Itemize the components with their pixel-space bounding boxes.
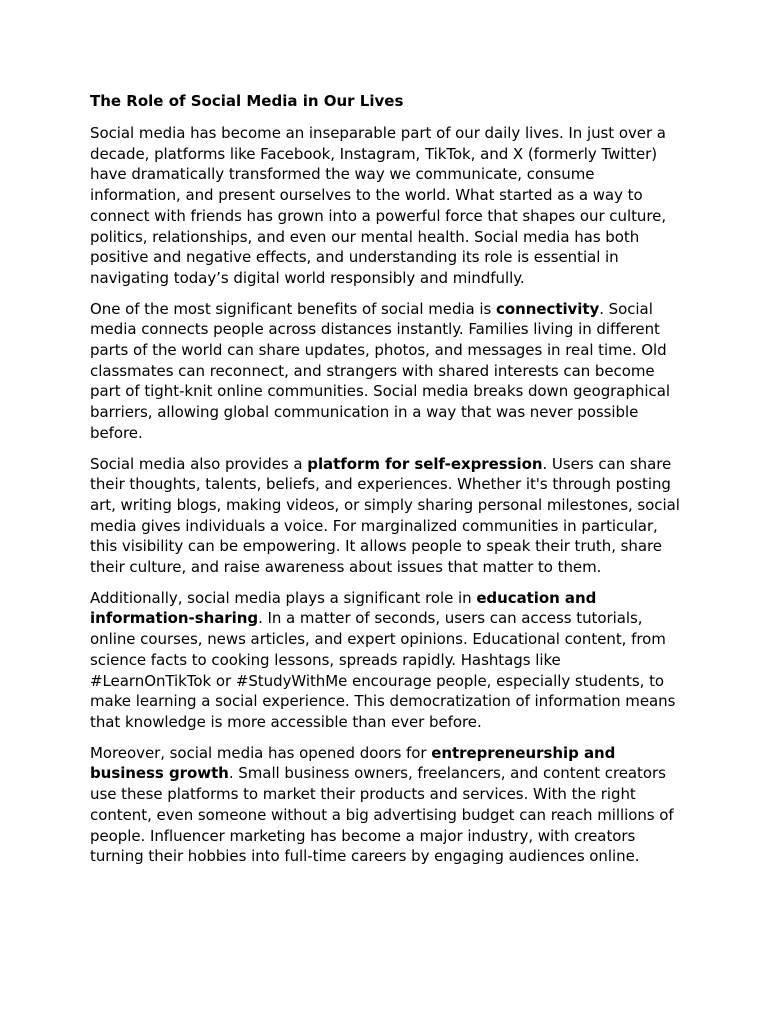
paragraph-text: Social media has become an inseparable part of our daily lives. In just over a decade, platforms like Facebook, Instagram, TikTok, and X (formerly Twitter) have dramatically transformed the way we communicate, consume information, and present ourselves to the world. What started as a way to connect with friends has grown into a powerful force that shapes our culture, politics, relationships, and even our mental health. Social media has both positive and negative effects, and understanding its role is essential in navigating today’s digital world responsibly and mindfully. xyxy=(90,124,667,287)
bold-term-connectivity: connectivity xyxy=(496,299,600,318)
paragraph-text: One of the most significant benefits of social media is xyxy=(90,299,496,318)
paragraph-text: . In a matter of seconds, users can access tutorials, online courses, news articles, and expert opinions. Educational content, from science facts to cooking lessons, spreads rapidly. Hashtags like #LearnOnTikTok or #StudyWithMe encourage people, especially students, to make learning a social experience. This democratization of information means that knowledge is more accessible than ever before. xyxy=(90,609,676,731)
paragraph-text: Moreover, social media has opened doors for xyxy=(90,743,432,762)
paragraph-text: . Small business owners, freelancers, and content creators use these platforms to market their products and services. With the right content, even someone without a big advertising budget can reach millions of people. Influencer marketing has become a major industry, with creators turning their hobbies into full-time careers by engaging audiences online. xyxy=(90,764,674,866)
paragraph-intro xyxy=(90,123,682,289)
paragraph-self-expression xyxy=(90,454,682,578)
bold-term-education: education and information-sharing xyxy=(90,588,597,628)
paragraph-education xyxy=(90,588,682,733)
paragraph-text: Additionally, social media plays a significant role in xyxy=(90,588,477,607)
paragraph-text: . Users can share their thoughts, talents, beliefs, and experiences. Whether it's through posting art, writing blogs, making videos, or simply sharing personal milestones, social media gives individuals a voice. For marginalized communities in particular, this visibility can be empowering. It allows people to speak their truth, share their culture, and raise awareness about issues that matter to them. xyxy=(90,454,680,577)
paragraph-text: Social media also provides a xyxy=(90,454,308,473)
document-page xyxy=(90,90,682,877)
bold-term-entrepreneurship: entrepreneurship and business growth xyxy=(90,743,616,783)
paragraph-text: . Social media connects people across distances instantly. Families living in different parts of the world can share updates, photos, and messages in real time. Old classmates can reconnect, and strangers with shared interests can become part of tight-knit online communities. Social media breaks down geographical barriers, allowing global communication in a way that was never possible before. xyxy=(90,299,670,442)
paragraph-entrepreneurship xyxy=(90,743,682,867)
bold-term-self-expression: platform for self-expression xyxy=(307,454,543,473)
document-title: The Role of Social Media in Our Lives xyxy=(90,92,404,110)
paragraph-connectivity xyxy=(90,299,682,444)
